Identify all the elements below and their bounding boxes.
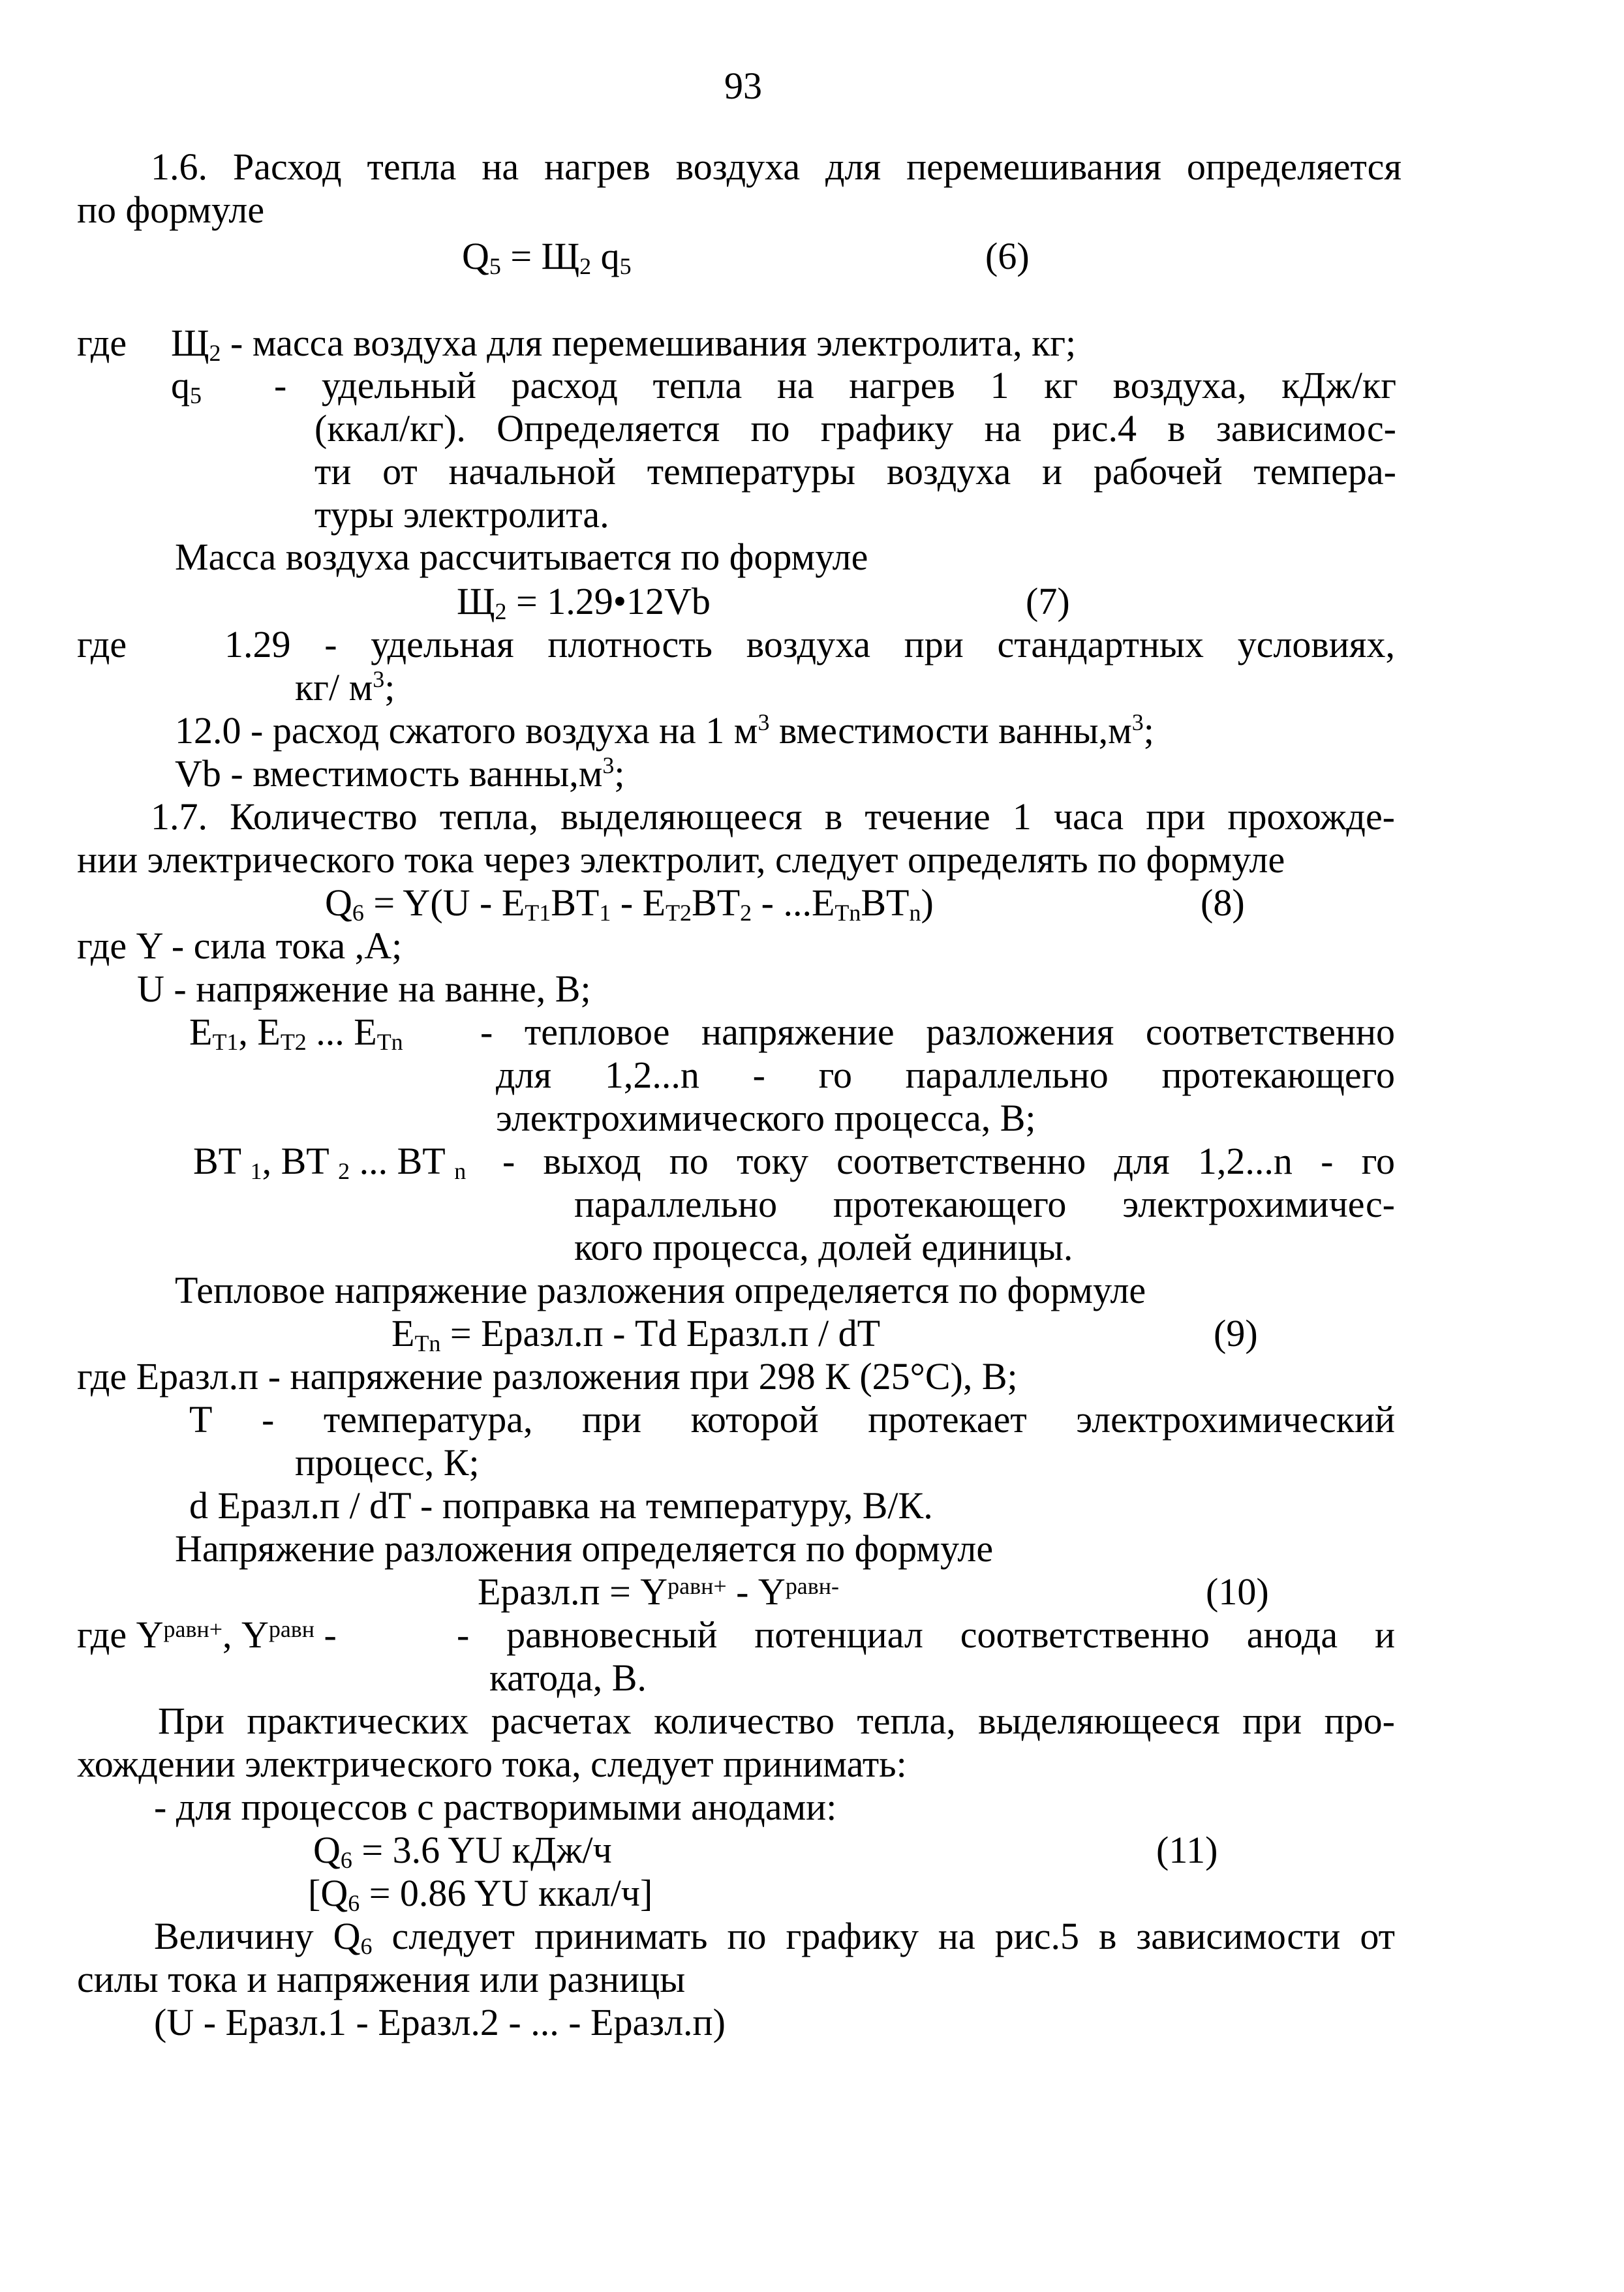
f8-c: BT bbox=[551, 881, 600, 924]
f8-s1: T1 bbox=[525, 899, 551, 926]
bath-volume-sup: 3 bbox=[602, 752, 615, 779]
c1-b: следует принимать по графику на рис.5 в зависимости от bbox=[372, 1915, 1395, 1957]
density-unit: кг/ м bbox=[295, 666, 373, 709]
formula-6-q: Q bbox=[462, 235, 489, 277]
q5-letter: q bbox=[171, 364, 190, 406]
air-consumption-sup2: 3 bbox=[1131, 709, 1144, 736]
def-thermal-voltage-head bbox=[189, 1009, 403, 1056]
f8-s4: 2 bbox=[740, 899, 752, 926]
ht-c: ... E bbox=[306, 1011, 377, 1053]
air-consumption-sup1: 3 bbox=[758, 709, 770, 736]
def-decomposition-voltage: где Eразл.п - напряжение разложения при 298 К (25°С), В; bbox=[77, 1355, 1018, 1398]
section-1-6-line-1: 1.6. Расход тепла на нагрев воздуха для перемешивания определяется bbox=[151, 145, 1402, 188]
formula-10-number: (10) bbox=[1206, 1570, 1269, 1613]
f11-a: Q bbox=[313, 1829, 341, 1871]
page-number: 93 bbox=[724, 65, 762, 107]
formula-7-sym: Щ bbox=[457, 580, 495, 622]
formula-9-number: (9) bbox=[1214, 1312, 1258, 1354]
def-current-efficiency-line-1: - выход по току соответственно для 1,2...n - го bbox=[502, 1140, 1395, 1182]
f8-g: BT bbox=[861, 881, 910, 924]
practical-line-1: При практических расчетах количество тепла, выделяющееся при про- bbox=[158, 1700, 1395, 1742]
section-1-6-line-2: по формуле bbox=[77, 189, 265, 231]
formula-6-q5: q bbox=[591, 235, 620, 277]
eq-s2: равн bbox=[268, 1615, 315, 1642]
where-label-2: где bbox=[77, 623, 127, 665]
mass-intro: Масса воздуха рассчитывается по формуле bbox=[175, 536, 868, 578]
eq-b: , Y bbox=[222, 1613, 269, 1656]
f10-a: Eразл.п = Y bbox=[478, 1570, 668, 1613]
ht-a: E bbox=[189, 1011, 213, 1053]
formula-9 bbox=[391, 1310, 880, 1357]
f8-s3: T2 bbox=[666, 899, 692, 926]
practical-line-3: - для процессов с растворимыми анодами: bbox=[154, 1786, 837, 1828]
conclusion-line-1 bbox=[154, 1913, 1395, 1960]
f8-s2: 1 bbox=[599, 899, 611, 926]
f10-s1: равн+ bbox=[667, 1572, 727, 1599]
density-unit-sup: 3 bbox=[373, 666, 385, 693]
conclusion-line-3: (U - Eразл.1 - Eразл.2 - ... - Eразл.п) bbox=[154, 2001, 726, 2043]
f11-b: = 3.6 YU кДж/ч bbox=[352, 1829, 612, 1871]
ht-b: , E bbox=[238, 1011, 281, 1053]
section-1-7-line-1: 1.7. Количество тепла, выделяющееся в течение 1 часа при прохожде- bbox=[151, 795, 1395, 838]
formula-11-number: (11) bbox=[1156, 1829, 1218, 1871]
c1-sub: 6 bbox=[360, 1933, 373, 1959]
f10-s2: равн- bbox=[785, 1572, 839, 1599]
ce-s2: 2 bbox=[338, 1157, 350, 1184]
formula-8 bbox=[325, 879, 934, 926]
formula-8-number: (8) bbox=[1201, 881, 1245, 924]
def-temperature-line-2: процесс, К; bbox=[295, 1441, 480, 1484]
f8-e: BT bbox=[692, 881, 741, 924]
def-equilibrium-line-2: катода, В. bbox=[489, 1657, 647, 1699]
formula-7 bbox=[457, 578, 711, 625]
f11alt-sub: 6 bbox=[348, 1889, 360, 1916]
ce-s1: 1 bbox=[250, 1157, 262, 1184]
where-label-1: где bbox=[77, 322, 127, 364]
air-consumption-b: вместимости ванны,м bbox=[769, 709, 1132, 752]
ce-s3: n bbox=[454, 1157, 467, 1184]
ht-s3: Tn bbox=[376, 1028, 403, 1055]
ht-s1: T1 bbox=[212, 1028, 239, 1055]
formula-6-number: (6) bbox=[985, 235, 1030, 277]
f8-f: - ...E bbox=[752, 881, 835, 924]
formula-11 bbox=[313, 1827, 612, 1874]
def-equilibrium-line-1: - равновесный потенциал соответственно анода и bbox=[457, 1613, 1395, 1656]
ce-b: , BT bbox=[262, 1140, 339, 1182]
air-consumption-a: 12.0 - расход сжатого воздуха на 1 м bbox=[175, 709, 758, 752]
def-current-efficiency-line-2: параллельно протекающего электрохимичес- bbox=[574, 1183, 1395, 1225]
formula-6 bbox=[462, 233, 632, 280]
def-current-efficiency-head bbox=[193, 1138, 466, 1185]
f8-s6: n bbox=[909, 899, 921, 926]
q5-sub: 5 bbox=[190, 382, 202, 408]
def-mass-air-symbol: Щ bbox=[171, 322, 209, 364]
def-mass-air-sub: 2 bbox=[209, 339, 221, 366]
formula-7-rhs: = 1.29•12Vb bbox=[506, 580, 711, 622]
f8-a: Q bbox=[325, 881, 352, 924]
f8-d: - E bbox=[611, 881, 666, 924]
def-mass-air-text: - масса воздуха для перемешивания электролита, кг; bbox=[221, 322, 1077, 364]
f8-h: ) bbox=[921, 881, 934, 924]
air-consumption-c: ; bbox=[1143, 709, 1154, 752]
decomp-intro: Напряжение разложения определяется по формуле bbox=[175, 1527, 994, 1570]
ht-s2: T2 bbox=[280, 1028, 307, 1055]
eq-s1: равн+ bbox=[163, 1615, 222, 1642]
ce-c: ... BT bbox=[350, 1140, 455, 1182]
def-q5-line-2: (ккал/кг). Определяется по графику на рис.4 в зависимос- bbox=[314, 407, 1396, 450]
density-unit-end: ; bbox=[384, 666, 395, 709]
formula-6-sub: 5 bbox=[489, 252, 501, 279]
def-thermal-voltage-line-2: для 1,2...n - го параллельно протекающего bbox=[496, 1054, 1395, 1096]
f9-b: = Eразл.п - Td Eразл.п / dT bbox=[440, 1312, 881, 1354]
formula-7-sub: 2 bbox=[495, 598, 507, 624]
def-q5-symbol bbox=[171, 362, 202, 409]
f10-b: - Y bbox=[726, 1570, 786, 1613]
formula-10 bbox=[478, 1568, 839, 1615]
def-temperature-line-1: Т - температура, при которой протекает электрохимический bbox=[189, 1398, 1395, 1441]
eq-a: где Y bbox=[77, 1613, 164, 1656]
conclusion-line-2: силы тока и напряжения или разницы bbox=[77, 1958, 686, 2000]
def-mass-air bbox=[171, 320, 1076, 367]
def-bath-volume bbox=[175, 750, 625, 797]
def-current: где Y - сила тока ,А; bbox=[77, 924, 403, 967]
thermal-intro: Тепловое напряжение разложения определяется по формуле bbox=[175, 1269, 1146, 1311]
f11-sub: 6 bbox=[340, 1846, 352, 1873]
formula-11-alt bbox=[308, 1870, 652, 1917]
def-density-line-2 bbox=[295, 664, 395, 711]
def-q5-line-3: ти от начальной температуры воздуха и рабочей темпера- bbox=[314, 450, 1396, 493]
f9-a: E bbox=[391, 1312, 415, 1354]
f8-sub: 6 bbox=[352, 899, 364, 926]
def-thermal-voltage-line-1: - тепловое напряжение разложения соответственно bbox=[480, 1011, 1395, 1053]
bath-volume-a: Vb - вместимость ванны,м bbox=[175, 752, 603, 795]
formula-7-number: (7) bbox=[1026, 580, 1070, 622]
def-current-efficiency-line-3: кого процесса, долей единицы. bbox=[574, 1226, 1073, 1268]
section-1-7-line-2: нии электрического тока через электролит, следует определять по формуле bbox=[77, 838, 1285, 881]
def-air-consumption bbox=[175, 707, 1154, 754]
f8-s5: Tn bbox=[835, 899, 861, 926]
def-q5-line-1: - удельный расход тепла на нагрев 1 кг воздуха, кДж/кг bbox=[274, 364, 1396, 406]
f8-b: = Y(U - E bbox=[363, 881, 525, 924]
def-voltage: U - напряжение на ванне, В; bbox=[137, 968, 591, 1010]
c1-a: Величину Q bbox=[154, 1915, 361, 1957]
f9-sub: Tn bbox=[414, 1330, 441, 1356]
formula-6-eq: = Щ bbox=[500, 235, 580, 277]
ce-a: BT bbox=[193, 1140, 251, 1182]
eq-c: - bbox=[314, 1613, 337, 1656]
formula-6-sub2: 2 bbox=[579, 252, 592, 279]
def-q5-line-4: туры электролита. bbox=[314, 493, 609, 536]
f11alt-a: [Q bbox=[308, 1872, 348, 1914]
practical-line-2: хождении электрического тока, следует принимать: bbox=[77, 1743, 907, 1785]
formula-6-sub3: 5 bbox=[619, 252, 632, 279]
def-density-line-1: 1.29 - удельная плотность воздуха при стандартных условиях, bbox=[224, 623, 1395, 665]
bath-volume-b: ; bbox=[614, 752, 625, 795]
def-equilibrium-head bbox=[77, 1612, 337, 1658]
f11alt-b: = 0.86 YU ккал/ч] bbox=[360, 1872, 653, 1914]
def-temp-correction: d Eразл.п / dT - поправка на температуру, В/К. bbox=[189, 1484, 933, 1527]
def-thermal-voltage-line-3: электрохимического процесса, В; bbox=[496, 1097, 1036, 1139]
